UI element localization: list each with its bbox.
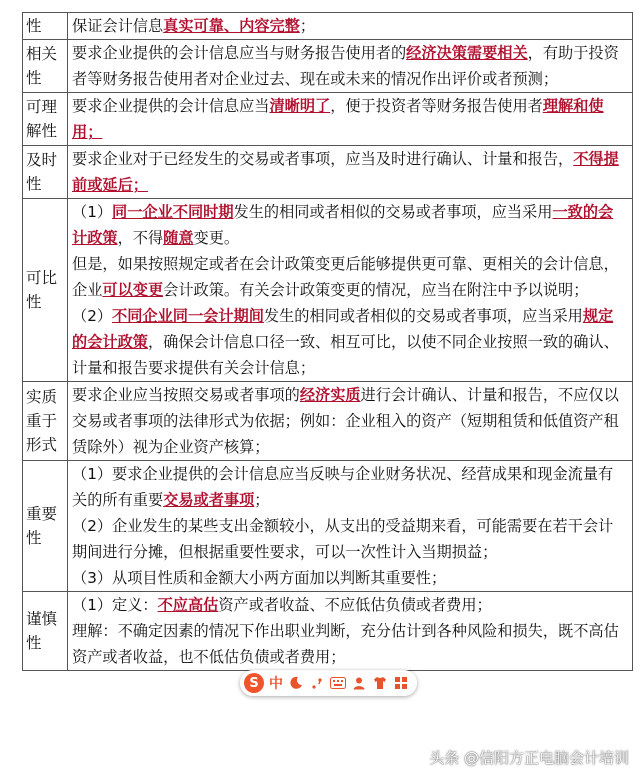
table-row xyxy=(23,199,633,382)
key-term: 同一企业不同时期 xyxy=(112,203,234,221)
description-paragraph xyxy=(72,146,628,198)
description-paragraph xyxy=(72,93,628,145)
principle-description xyxy=(68,461,633,592)
principle-name: 可比性 xyxy=(23,199,68,382)
key-term: 可以变更 xyxy=(102,281,164,299)
accounting-principles-table xyxy=(22,12,633,671)
key-term: 不得提前或延后； xyxy=(72,150,619,194)
description-paragraph xyxy=(72,461,628,513)
text-segment: 但是，如果按照规定或者在会计政策变更后能够提供更可靠、更相关的会计信息，企业 xyxy=(72,255,619,299)
text-segment: 会计政策。有关会计政策变更的情况，应当在附注中予以说明； xyxy=(163,281,589,299)
key-term: 理解和使用； xyxy=(72,97,604,141)
key-term: 一致的会计政策 xyxy=(72,203,614,247)
table-row xyxy=(23,40,633,93)
description-paragraph xyxy=(72,40,628,92)
description-paragraph xyxy=(72,199,628,251)
description-paragraph xyxy=(72,565,628,591)
key-term: 经济决策需要相关 xyxy=(406,44,528,62)
text-segment: （3）从项目性质和金额大小两方面加以判断其重要性； xyxy=(72,569,447,587)
keyboard-icon[interactable] xyxy=(330,675,346,691)
description-paragraph xyxy=(72,303,628,381)
text-segment: 发生的相同或者相似的交易或者事项，应当采用 xyxy=(233,203,553,221)
text-segment: ，不得 xyxy=(117,229,164,247)
key-term: 交易或者事项 xyxy=(163,491,255,509)
key-term: 真实可靠、内容完整 xyxy=(163,17,300,35)
text-segment: 变更。 xyxy=(193,229,240,247)
principle-name: 可理解性 xyxy=(23,93,68,146)
principle-description xyxy=(68,146,633,199)
principle-description xyxy=(68,13,633,40)
key-term: 随意 xyxy=(163,229,194,247)
table-row xyxy=(23,93,633,146)
text-segment: ，确保会计信息口径一致、相互可比，以使不同企业按照一致的确认、计量和报告要求提供有关会计信息； xyxy=(72,333,619,377)
table-row xyxy=(23,382,633,461)
text-segment: （1）要求企业提供的会计信息应当反映与企业财务状况、经营成果和现金流量有关的所有重要 xyxy=(72,465,614,509)
key-term: 清晰明了 xyxy=(269,97,331,115)
text-segment: ； xyxy=(254,491,270,509)
key-term: 不应高估 xyxy=(157,596,219,614)
text-segment: 保证会计信息 xyxy=(72,17,164,35)
table-row xyxy=(23,13,633,40)
text-segment: 进行会计确认、计量和报告，不应仅以交易或者事项的法律形式为依据；例如：企业租入的资产（短期租赁和低值资产租赁除外）视为企业资产核算； xyxy=(72,386,619,456)
key-term: 规定的会计政策 xyxy=(72,307,614,351)
description-paragraph xyxy=(72,382,628,460)
principle-description xyxy=(68,40,633,93)
principle-name: 重要性 xyxy=(23,461,68,592)
principle-description xyxy=(68,382,633,461)
description-paragraph xyxy=(72,618,628,670)
text-segment: （2） xyxy=(72,307,113,325)
text-segment: 要求企业应当按照交易或者事项的 xyxy=(72,386,300,404)
watermark: 头条 @信阳方正电脑会计培训 xyxy=(429,749,629,767)
key-term: 不同企业同一会计期间 xyxy=(112,307,264,325)
text-segment: ，便于投资者等财务报告使用者 xyxy=(330,97,543,115)
text-segment: 要求企业提供的会计信息应当 xyxy=(72,97,270,115)
text-segment: 要求企业提供的会计信息应当与财务报告使用者的 xyxy=(72,44,407,62)
ime-toolbar[interactable] xyxy=(240,670,417,696)
text-segment: （1）定义： xyxy=(72,596,158,614)
text-segment: （1） xyxy=(72,203,113,221)
punctuation-icon[interactable] xyxy=(309,675,325,691)
description-paragraph xyxy=(72,13,628,39)
principle-description xyxy=(68,592,633,671)
table-row xyxy=(23,146,633,199)
text-segment: 要求企业对于已经发生的交易或者事项，应当及时进行确认、计量和报告， xyxy=(72,150,574,168)
principle-description xyxy=(68,199,633,382)
user-icon[interactable] xyxy=(351,675,367,691)
principle-name: 及时性 xyxy=(23,146,68,199)
description-paragraph xyxy=(72,592,628,618)
principle-description xyxy=(68,93,633,146)
text-segment: （2）企业发生的某些支出金额较小，从支出的受益期来看，可能需要在若干会计期间进行分摊，但根据重要性要求，可以一次性计入当期损益； xyxy=(72,517,614,561)
grid-icon[interactable] xyxy=(393,675,409,691)
principle-name: 相关性 xyxy=(23,40,68,93)
principle-name: 实质重于形式 xyxy=(23,382,68,461)
table-row xyxy=(23,592,633,671)
key-term: 经济实质 xyxy=(299,386,361,404)
ime-logo-icon[interactable]: S xyxy=(244,673,264,693)
description-paragraph xyxy=(72,251,628,303)
principle-name: 性 xyxy=(23,13,68,40)
principle-name: 谨慎性 xyxy=(23,592,68,671)
text-segment: 理解：不确定因素的情况下作出职业判断，充分估计到各种风险和损失，既不高估资产或者收益，也不低估负债或者费用； xyxy=(72,622,619,666)
table-row xyxy=(23,461,633,592)
text-segment: ，有助于投资者等财务报告使用者对企业过去、现在或未来的情况作出评价或者预测； xyxy=(72,44,619,88)
ime-language-toggle[interactable]: 中 xyxy=(269,676,283,692)
moon-icon[interactable] xyxy=(288,675,304,691)
shirt-icon[interactable] xyxy=(372,675,388,691)
text-segment: 资产或者收益、不应低估负债或者费用； xyxy=(218,596,492,614)
description-paragraph xyxy=(72,513,628,565)
text-segment: ； xyxy=(299,17,315,35)
text-segment: 发生的相同或者相似的交易或者事项，应当采用 xyxy=(263,307,583,325)
